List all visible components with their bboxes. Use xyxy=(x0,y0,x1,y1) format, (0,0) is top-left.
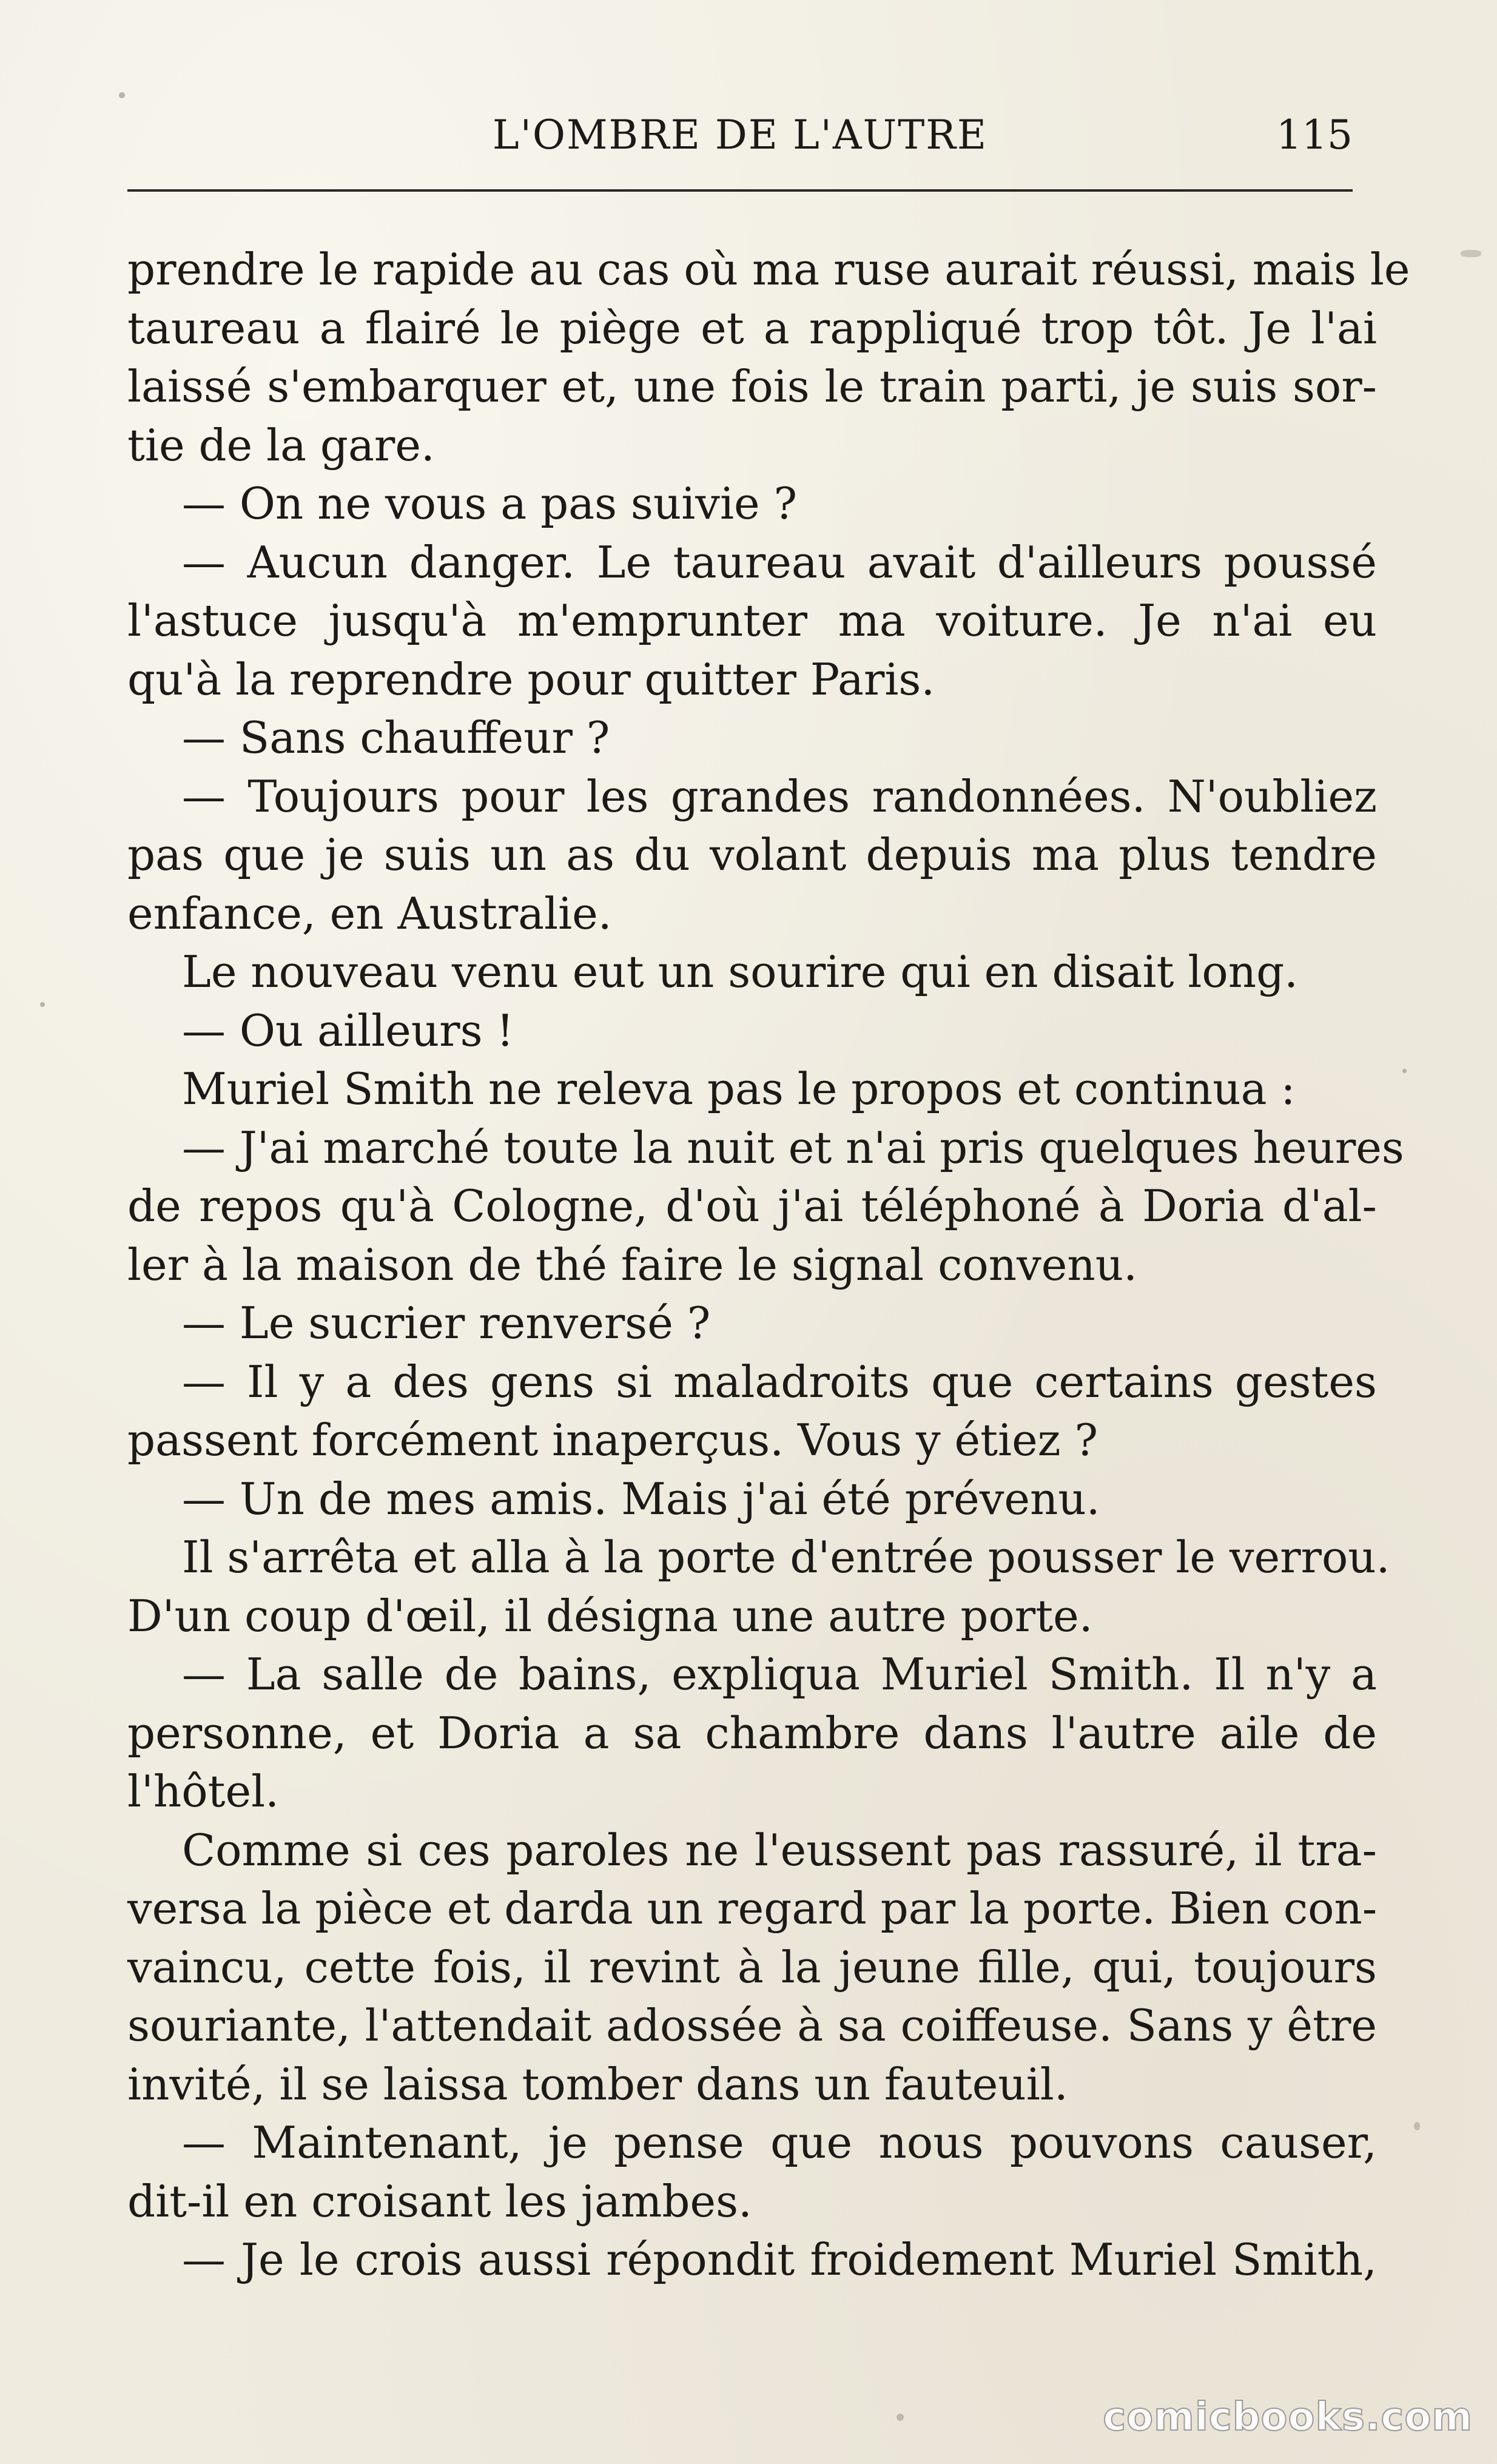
text-line: versa la pièce et darda un regard par la porte. Bien con- xyxy=(127,1883,1378,1934)
text-line: taureau a flairé le piège et a rappliqué trop tôt. Je l'ai xyxy=(127,302,1377,354)
text-line: l'hôtel. xyxy=(127,1766,279,1817)
text-line: laissé s'embarquer et, une fois le train parti, je suis sor- xyxy=(127,361,1377,412)
text-line: — Maintenant, je pense que nous pouvons causer, xyxy=(182,2117,1377,2168)
paper-speck xyxy=(897,2414,904,2421)
paper-speck xyxy=(1461,250,1481,257)
text-line: prendre le rapide au cas où ma ruse aurait réussi, mais le xyxy=(127,244,1410,295)
running-head xyxy=(127,108,1353,163)
text-line: passent forcément inaperçus. Vous y étiez ? xyxy=(127,1415,1098,1466)
text-line: — Il y a des gens si maladroits que certains gestes xyxy=(182,1356,1377,1407)
running-title: L'OMBRE DE L'AUTRE xyxy=(492,112,988,158)
text-line: pas que je suis un as du volant depuis ma plus tendre xyxy=(127,829,1377,880)
text-line: — La salle de bains, expliqua Muriel Smith. Il n'y a xyxy=(182,1649,1377,1700)
page-number: 115 xyxy=(1276,112,1353,158)
text-line: l'astuce jusqu'à m'emprunter ma voiture. Je n'ai eu xyxy=(127,595,1377,646)
paper-speck xyxy=(1402,1069,1407,1073)
text-line: — Le sucrier renversé ? xyxy=(182,1298,711,1348)
text-line: Le nouveau venu eut un sourire qui en disait long. xyxy=(182,946,1299,997)
text-line: — On ne vous a pas suivie ? xyxy=(182,478,798,529)
paper-speck xyxy=(40,1002,45,1007)
text-line: Il s'arrêta et alla à la porte d'entrée pousser le verrou. xyxy=(182,1532,1390,1583)
text-line: qu'à la reprendre pour quitter Paris. xyxy=(127,653,935,705)
text-line: ler à la maison de thé faire le signal convenu. xyxy=(127,1239,1138,1290)
paper-speck xyxy=(119,92,125,98)
text-line: — Sans chauffeur ? xyxy=(182,712,610,763)
text-line: — Un de mes amis. Mais j'ai été prévenu. xyxy=(182,1473,1100,1524)
watermark: comicbooks.com xyxy=(1103,2395,1473,2440)
text-line: souriante, l'attendait adossée à sa coiffeuse. Sans y être xyxy=(127,2000,1377,2051)
paper-speck xyxy=(1414,2122,1420,2130)
text-line: enfance, en Australie. xyxy=(127,887,612,939)
text-line: — Ou ailleurs ! xyxy=(182,1005,514,1056)
text-line: D'un coup d'œil, il désigna une autre porte. xyxy=(127,1590,1093,1641)
text-line: invité, il se laissa tomber dans un fauteuil. xyxy=(127,2058,1068,2110)
text-line: — J'ai marché toute la nuit et n'ai pris quelques heures xyxy=(182,1122,1404,1173)
text-line: Comme si ces paroles ne l'eussent pas rassuré, il tra- xyxy=(182,1824,1377,1876)
text-line: tie de la gare. xyxy=(127,419,435,471)
text-line: vaincu, cette fois, il revint à la jeune fille, qui, toujours xyxy=(127,1941,1377,1993)
text-line: — Toujours pour les grandes randonnées. N'oubliez xyxy=(182,770,1377,822)
header-rule xyxy=(127,189,1353,192)
text-line: personne, et Doria a sa chambre dans l'autre aile de xyxy=(127,1707,1377,1759)
text-line: Muriel Smith ne releva pas le propos et continua : xyxy=(182,1063,1296,1114)
text-line: de repos qu'à Cologne, d'où j'ai téléphoné à Doria d'al- xyxy=(127,1180,1377,1231)
text-line: dit-il en croisant les jambes. xyxy=(127,2175,752,2227)
body-text xyxy=(127,240,1410,2289)
text-line: — Aucun danger. Le taureau avait d'ailleurs poussé xyxy=(182,536,1377,588)
text-line: — Je le crois aussi répondit froidement Muriel Smith, xyxy=(182,2234,1377,2285)
